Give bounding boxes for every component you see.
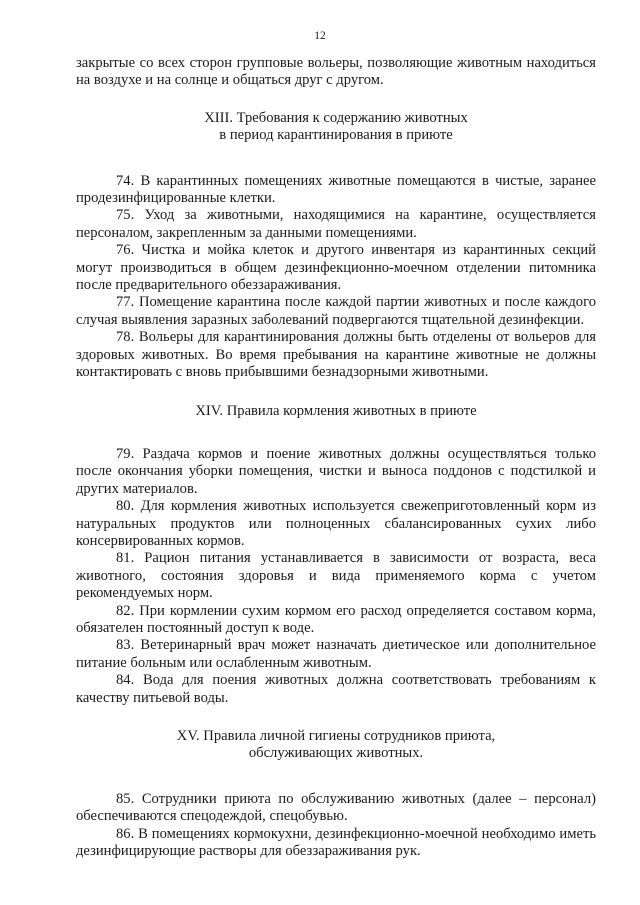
- section-15-heading: [76, 728, 596, 763]
- section-13-body: [76, 173, 596, 382]
- paragraph-74: 74. В карантинных помещениях животные помещаются в чистые, заранее продезинфицированные клетки.: [76, 172, 596, 207]
- paragraph-82: 82. При кормлении сухим кормом его расход определяется составом корма, обязателен постоянный доступ к воде.: [76, 602, 596, 636]
- paragraph-81: 81. Рацион питания устанавливается в зависимости от возраста, веса животного, состояния здоровья и вида применяемого корма с учетом рекомендуемых норм.: [76, 550, 596, 602]
- intro-paragraph: закрытые со всех сторон групповые вольеры, позволяющие животным находиться на воздухе и на солнце и общаться друг с другом.: [76, 55, 596, 89]
- paragraph-84: 84. Вода для поения животных должна соответствовать требованиям к качеству питьевой воды.: [76, 672, 596, 706]
- paragraph-85: 85. Сотрудники приюта по обслуживанию животных (далее – персонал) обеспечиваются спецодеждой, спецобувью.: [76, 790, 596, 825]
- paragraph-78: 78. Вольеры для карантинирования должны быть отделены от вольеров для здоровых животных. Во время пребывания на карантине животные не должны контактировать с вновь прибывшими безнадзорными животными.: [76, 329, 596, 381]
- section-15-body: [76, 791, 596, 861]
- paragraph-79: 79. Раздача кормов и поение животных должны осуществляться только после окончания уборки помещения, чистки и выноса поддонов с подстилкой и других материалов.: [76, 445, 596, 497]
- paragraph-75: 75. Уход за животными, находящимися на карантине, осуществляется персоналом, закрепленным за данными помещениями.: [76, 207, 596, 241]
- section-13-title-line2: в период карантинирования в приюте: [219, 127, 453, 144]
- paragraph-76: 76. Чистка и мойка клеток и другого инвентаря из карантинных секций могут производиться в общем дезинфекционно-моечном отделении питомника после предварительного обеззараживания.: [76, 242, 596, 294]
- section-15-title-line2: обслуживающих животных.: [248, 745, 424, 762]
- document-body: [76, 55, 596, 860]
- section-14-title: XIV. Правила кормления животных в приюте: [195, 402, 477, 419]
- section-14-body: [76, 446, 596, 707]
- paragraph-83: 83. Ветеринарный врач может назначать диетическое или дополнительное питание больным или ослабленным животным.: [76, 637, 596, 671]
- paragraph-80: 80. Для кормления животных используется свежеприготовленный корм из натуральных продуктов или полноценных сбалансированных сухих либо консервированных кормов.: [76, 498, 596, 549]
- page-number: 12: [314, 30, 326, 42]
- section-15-title-line1: XV. Правила личной гигиены сотрудников приюта,: [176, 728, 496, 744]
- paragraph-86: 86. В помещениях кормокухни, дезинфекционно-моечной необходимо иметь дезинфицирующие растворы для обеззараживания рук.: [76, 825, 596, 860]
- section-13-title-line1: XIII. Требования к содержанию животных: [204, 109, 468, 126]
- paragraph-77: 77. Помещение карантина после каждой партии животных и после каждого случая выявления заразных заболеваний подвергаются тщательной дезинфекции.: [76, 294, 596, 328]
- section-14-heading: [76, 403, 596, 420]
- section-13-heading: [76, 110, 596, 145]
